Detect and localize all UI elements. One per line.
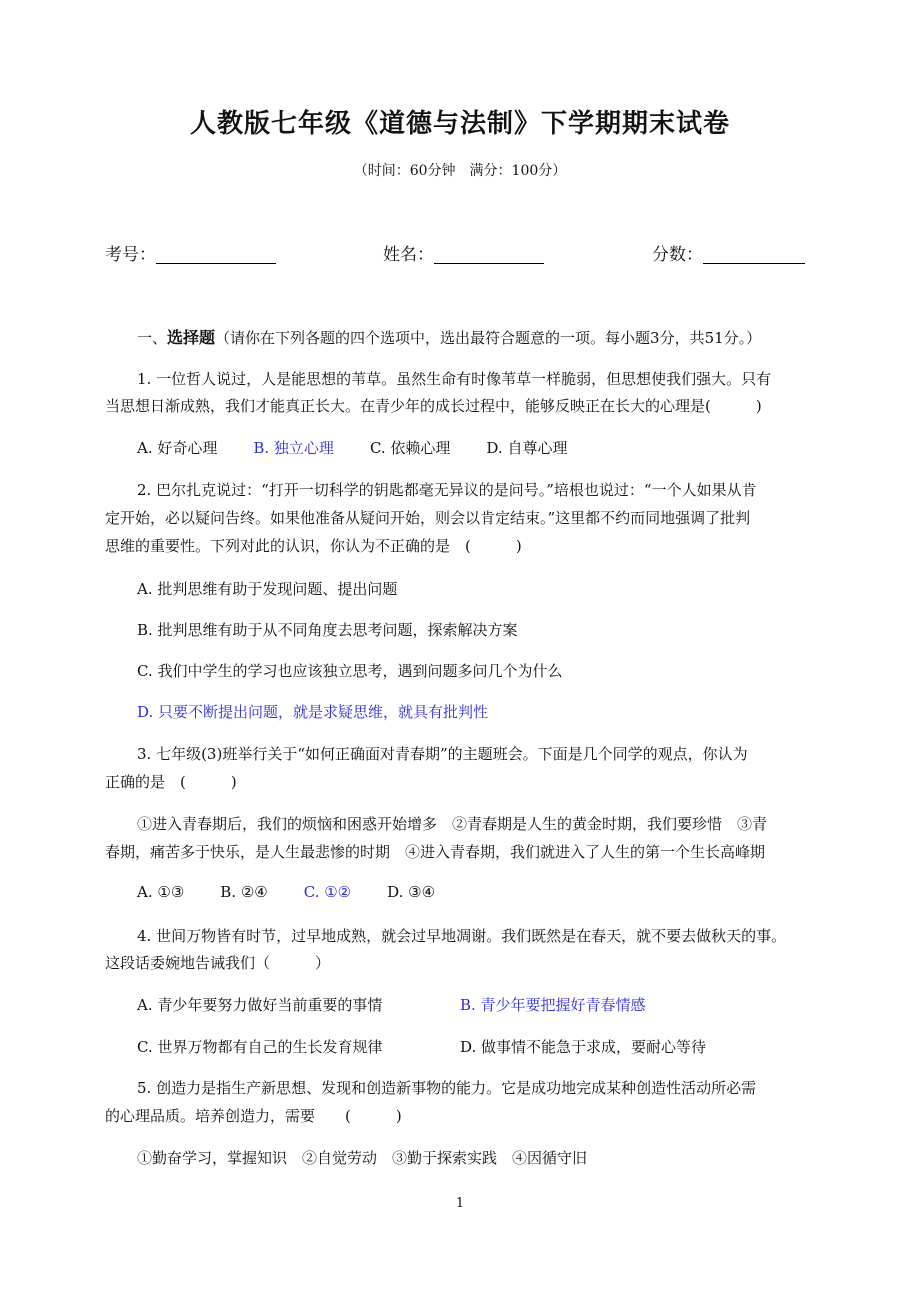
q4-option-a[interactable]: A. 青少年要努力做好当前重要的事情 [137,996,383,1014]
q4-option-d[interactable]: D. 做事情不能急于求成，要耐心等待 [460,1038,707,1056]
q1-option-a[interactable]: A. 好奇心理 [137,439,218,457]
q1-option-d[interactable]: D. 自尊心理 [486,439,568,457]
q3-options [137,883,849,901]
page-title: 人教版七年级《道德与法制》下学期期末试卷 [189,109,730,139]
q4-option-c[interactable]: C. 世界万物都有自己的生长发育规律 [137,1038,383,1056]
q2-stem-line2: 定开始，必以疑问告终。如果他准备从疑问开始，则会以肯定结束。”这里都不约而同地强调了批判 [105,509,751,527]
q1-stem-line1: 1. 一位哲人说过，人是能思想的苇草。虽然生命有时像苇草一样脆弱，但思想使我们强大。只有 [137,370,772,388]
section-title: 选择题 [167,328,216,347]
name-blank[interactable] [434,245,544,264]
q2-stem-line3: 思维的重要性。下列对此的认识，你认为不正确的是 ( ) [105,537,522,555]
q1-option-b[interactable]: B. 独立心理 [253,439,334,457]
q4-stem-line2: 这段话委婉地告诫我们（ ） [105,954,331,972]
q3-option-b[interactable]: B. ②④ [220,883,268,901]
exam-duration-score: （时间：60分钟 满分：100分） [353,163,567,179]
score-field [652,240,805,265]
score-label: 分数： [652,245,703,265]
q3-option-c[interactable]: C. ①② [303,883,352,901]
q4-stem-line1: 4. 世间万物皆有时节，过早地成熟，就会过早地凋谢。我们既然是在春天，就不要去做秋天的事。 [137,927,787,945]
q2-option-c[interactable]: C. 我们中学生的学习也应该独立思考，遇到问题多问几个为什么 [137,662,563,680]
name-field [383,240,544,265]
score-blank[interactable] [703,245,805,264]
q1-options [137,437,849,458]
q5-stem-line1: 5. 创造力是指生产新思想、发现和创造新事物的能力。它是成功地完成某种创造性活动所必需 [137,1079,757,1097]
q5-statements: ①勤奋学习，掌握知识 ②自觉劳动 ③勤于探索实践 ④因循守旧 [137,1149,588,1167]
q3-statement-line1: ①进入青春期后，我们的烦恼和困惑开始增多 ②青春期是人生的黄金时期，我们要珍惜 ③青 [137,815,768,833]
q2-stem-line1: 2. 巴尔扎克说过：“打开一切科学的钥匙都毫无异议的是问号。”培根也说过：“一个人如果从肯 [137,481,757,499]
q3-option-a[interactable]: A. ①③ [137,883,185,901]
q5-stem-line2: 的心理品质。培养创造力，需要 ( ) [105,1107,402,1125]
exam-number-blank[interactable] [156,245,276,264]
exam-number-label: 考号： [105,245,156,265]
section-heading [137,325,849,348]
q3-stem-line1: 3. 七年级(3)班举行关于“如何正确面对青春期”的主题班会。下面是几个同学的观点，你认为 [137,745,748,763]
q2-option-d[interactable]: D. 只要不断提出问题，就是求疑思维，就具有批判性 [137,703,489,721]
section-description: （请你在下列各题的四个选项中，选出最符合题意的一项。每小题3分，共51分。） [215,329,762,347]
page-number: 1 [455,1196,465,1211]
section-prefix: 一、 [137,329,168,347]
q2-option-a[interactable]: A. 批判思维有助于发现问题、提出问题 [137,580,398,598]
q4-option-b[interactable]: B. 青少年要把握好青春情感 [460,996,646,1014]
name-label: 姓名： [383,245,434,265]
q1-stem-line2: 当思想日渐成熟，我们才能真正长大。在青少年的成长过程中，能够反映正在长大的心理是( ) [105,397,762,415]
q3-stem-line2: 正确的是 ( ) [105,773,237,791]
q1-option-c[interactable]: C. 依赖心理 [369,439,451,457]
q2-option-b[interactable]: B. 批判思维有助于从不同角度去思考问题，探索解决方案 [137,621,518,639]
exam-number-field [105,240,276,265]
q3-option-d[interactable]: D. ③④ [387,883,436,901]
q3-statement-line2: 春期，痛苦多于快乐，是人生最悲惨的时期 ④进入青春期，我们就进入了人生的第一个生长高峰期 [105,843,766,861]
